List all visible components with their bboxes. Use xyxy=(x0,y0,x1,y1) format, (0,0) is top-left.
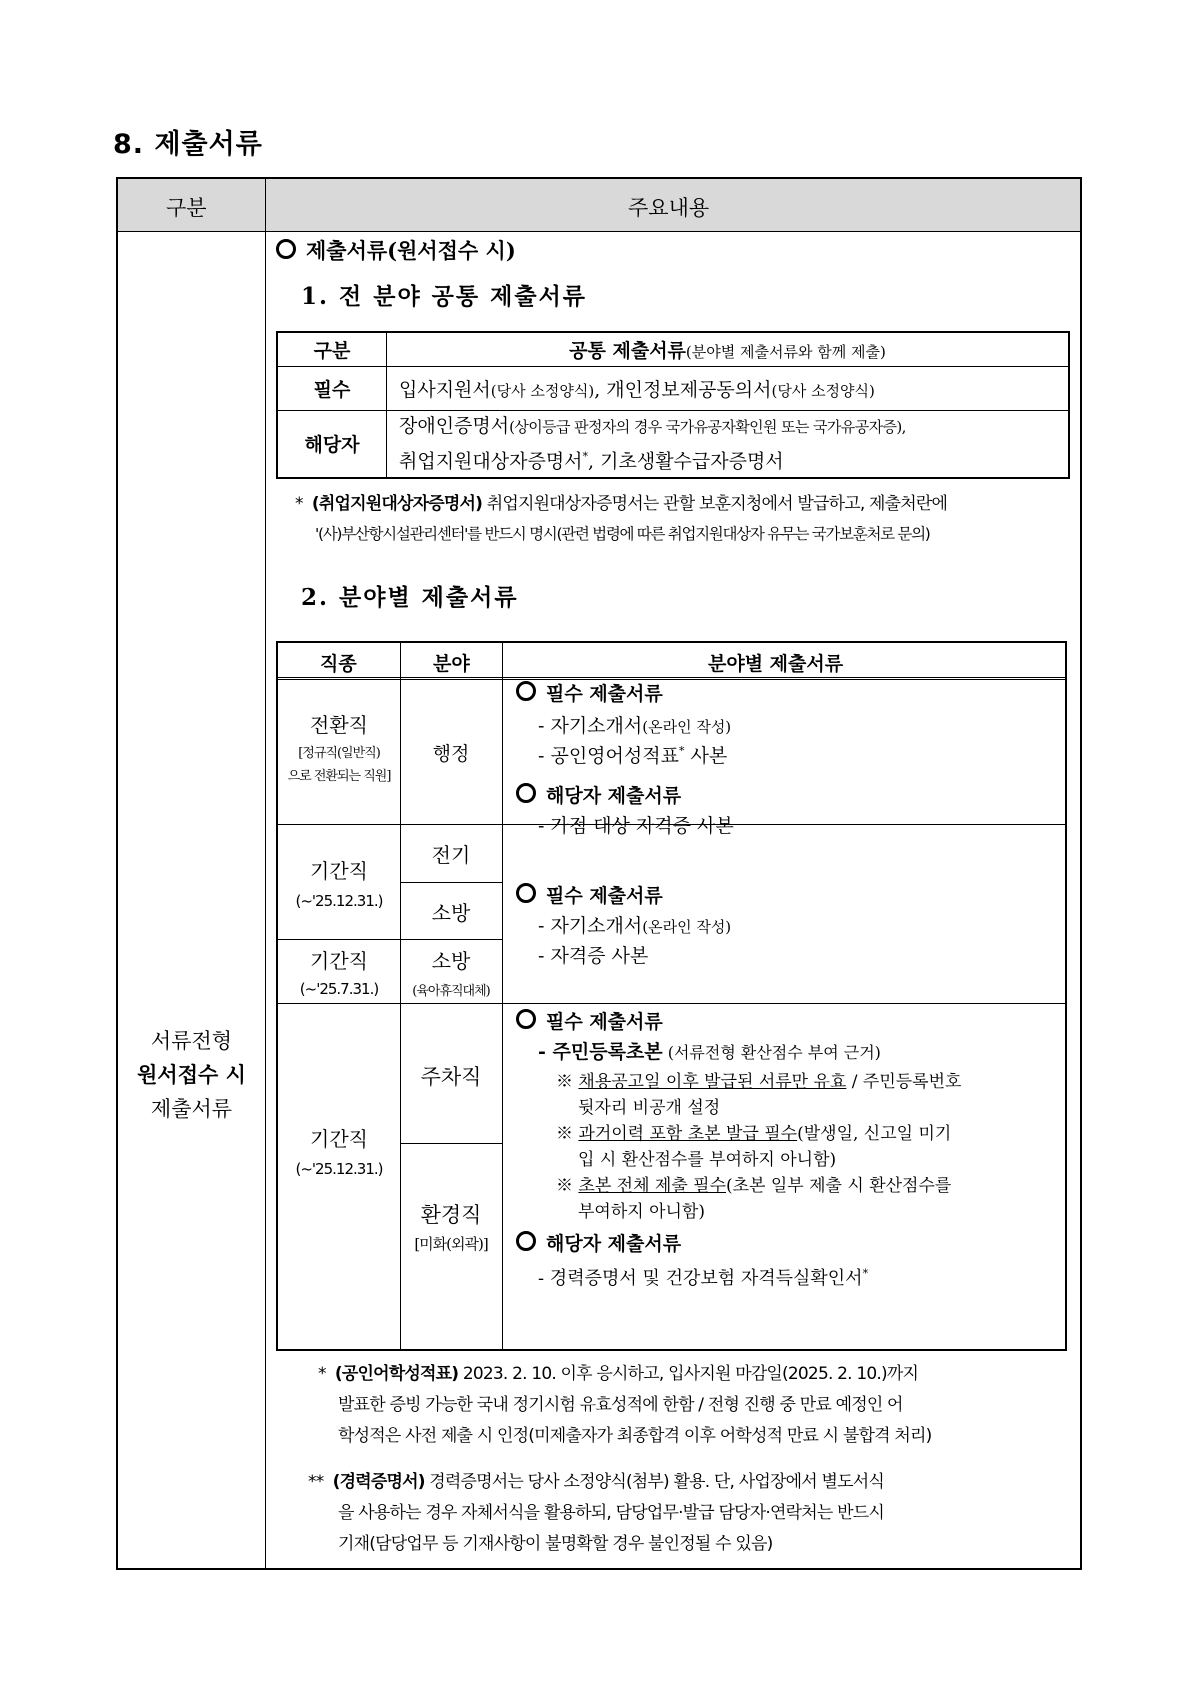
career-footnote: ** (경력증명서) 경력증명서는 당사 소정양식(첨부) 활용. 단, 사업장에서 별도서식 을 사용하는 경우 자체서식을 활용하되, 담당업무·발급 담당자·연락처는 반드시 기재(담당업무 등 기재사항이 불명확할 경우 불인정될 수 있음) xyxy=(308,1472,884,1554)
header-category: 구분 xyxy=(166,196,207,220)
row2-job-b: 기간직 (~'25.7.31.) xyxy=(299,949,379,998)
common-row-required xyxy=(277,366,1069,410)
common-th-category: 구분 xyxy=(277,332,387,366)
circle-bullet-icon xyxy=(516,681,536,701)
th-docs: 분야별 제출서류 xyxy=(708,653,844,675)
hline-row3 xyxy=(278,1003,1065,1004)
category-line2: 원서접수 시 xyxy=(137,1063,246,1087)
row2-field-b: 소방 (육아휴직대체) xyxy=(412,949,490,999)
column-divider xyxy=(265,179,266,1568)
circle-bullet-icon xyxy=(276,239,296,259)
common-footnote: * (취업지원대상자증명서) 취업지원대상자증명서는 관할 보훈지청에서 발급하고, 제출처란에 '(사)부산항시설관리센터'를 반드시 명시(관련 법령에 따른 취업지원대상자 유무는 국가보훈처로 문의) xyxy=(295,494,948,543)
circle-bullet-icon xyxy=(516,1231,536,1251)
common-heading: 1. 전 분야 공통 제출서류 xyxy=(301,283,588,310)
page-title: 8. 제출서류 xyxy=(113,129,263,160)
th-field: 분야 xyxy=(433,653,470,675)
required-docs: 입사지원서(당사 소정양식), 개인정보제공동의서(당사 소정양식) xyxy=(387,366,1070,410)
common-th-docs: 공통 제출서류(분야별 제출서류와 함께 제출) xyxy=(387,332,1070,366)
circle-bullet-icon xyxy=(516,883,536,903)
row2-field-a2: 소방 xyxy=(431,901,471,925)
circle-bullet-icon xyxy=(516,783,536,803)
field-table xyxy=(276,641,1067,1351)
label-applicable: 해당자 xyxy=(277,410,387,478)
outer-table xyxy=(116,177,1082,1570)
hline-job-b xyxy=(278,939,503,940)
field-heading: 2. 분야별 제출서류 xyxy=(301,584,519,611)
row3-job: 기간직 (~'25.12.31.) xyxy=(295,1127,383,1178)
category-line1: 서류전형 xyxy=(150,1029,233,1053)
row1-field: 행정 xyxy=(432,743,470,765)
language-footnote: * (공인어학성적표) 2023. 2. 10. 이후 응시하고, 입사지원 마감일(2025. 2. 10.)까지 발표한 증빙 가능한 국내 정기시험 유효성적에 한함 / 전형 진행 중 만료 예정인 어 학성적은 사전 제출 시 인정(미제출자가 최종합격 이후 어학성적 만료 시 불합격 처리) xyxy=(318,1364,932,1446)
row1-docs: 필수 제출서류 - 자기소개서(온라인 작성) - 공인영어성적표* 사본 해당자 제출서류 - 가점 대상 자격증 사본 xyxy=(516,679,1056,838)
applicable-docs: 장애인증명서(상이등급 판정자의 경우 국가유공자확인원 또는 국가유공자증), 취업지원대상자증명서*, 기초생활수급자증명서 xyxy=(387,410,1070,478)
row2-job-a: 기간직 (~'25.12.31.) xyxy=(295,859,383,910)
left-category xyxy=(118,1024,265,1126)
row2-docs: 필수 제출서류 - 자기소개서(온라인 작성) - 자격증 사본 xyxy=(516,881,1056,968)
common-table xyxy=(276,331,1070,479)
row3-field-a: 주차직 xyxy=(420,1065,482,1089)
section-heading: 제출서류(원서접수 시) xyxy=(276,235,516,265)
category-line3: 제출서류 xyxy=(150,1097,233,1121)
hline-field-b xyxy=(400,1143,503,1144)
row1-job: 전환직 [정규직(일반직) 으로 전환되는 직원] xyxy=(287,713,391,784)
circle-bullet-icon xyxy=(516,1009,536,1029)
row3-field-b: 환경직 [미화(외곽)] xyxy=(414,1203,488,1253)
row3-docs: 필수 제출서류 - 주민등록초본 (서류전형 환산점수 부여 근거) ※ 채용공고일 이후 발급된 서류만 유효 / 주민등록번호 뒷자리 비공개 설정 ※ 과거이력 포함 초본 발급 필수(발생일, 신고일 미기 입 시 환산점수를 부여하지 아니함) ※ 초본 전체 제출 필수(초본 일부 제출 시 환산점수를 부여하지 아니함) 해당자 제출서류 - 경력증명서 및 건강보험 자격득실확인서* xyxy=(516,1009,1056,1292)
row2-field-a1: 전기 xyxy=(431,843,471,867)
field-table-header xyxy=(278,643,1065,680)
common-row-applicable xyxy=(277,410,1069,478)
label-required: 필수 xyxy=(277,366,387,410)
hline-field-a xyxy=(400,882,503,883)
vline-2 xyxy=(502,643,503,1349)
th-job: 직종 xyxy=(320,653,357,675)
outer-table-header xyxy=(118,179,1080,232)
header-content: 주요내용 xyxy=(628,196,710,220)
